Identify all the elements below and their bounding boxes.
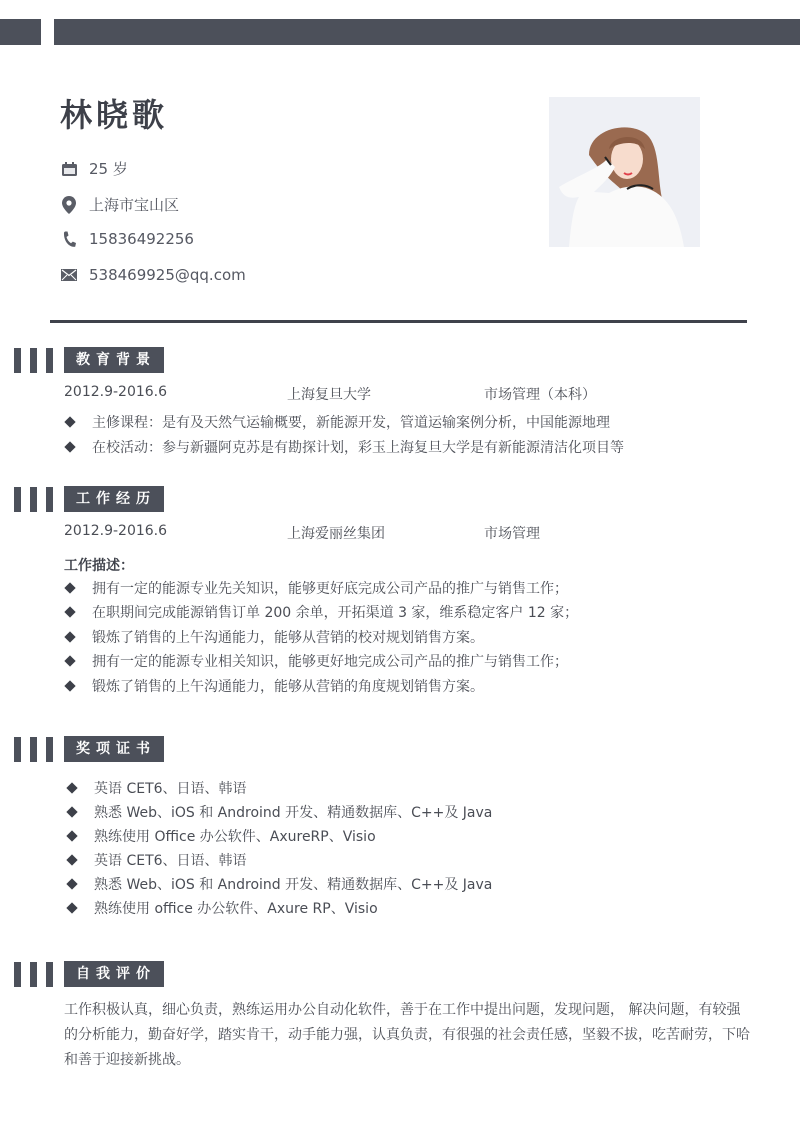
list-item: 英语 CET6、日语、韩语 [66, 778, 247, 798]
phone-icon [60, 230, 78, 248]
age-text: 25 岁 [89, 160, 128, 178]
education-summary-row [64, 384, 764, 404]
email-text: 538469925@qq.com [89, 266, 246, 284]
list-item: 熟练使用 office 办公软件、Axure RP、Visio [66, 898, 378, 918]
envelope-icon [60, 266, 78, 284]
section-title: 工作经历 [64, 486, 164, 512]
diamond-bullet-icon [64, 582, 75, 593]
list-item: 拥有一定的能源专业相关知识，能够更好地完成公司产品的推广与销售工作； [64, 651, 568, 671]
diamond-bullet-icon [64, 606, 75, 617]
section-bars-decoration [14, 737, 53, 762]
list-item: 在职期间完成能源销售订单 200 余单，开拓渠道 3 家，维系稳定客户 12 家； [64, 602, 578, 622]
diamond-bullet-icon [66, 878, 77, 889]
list-item: 在校活动：参与新疆阿克苏是有勘探计划，彩玉上海复旦大学是有新能源清洁化项目等 [64, 437, 624, 457]
diamond-bullet-icon [66, 830, 77, 841]
location-pin-icon [60, 196, 78, 214]
list-item: 锻炼了销售的上午沟通能力，能够从营销的校对规划销售方案。 [64, 627, 484, 647]
diamond-bullet-icon [64, 655, 75, 666]
list-item: 锻炼了销售的上午沟通能力，能够从营销的角度规划销售方案。 [64, 676, 484, 696]
diamond-bullet-icon [64, 680, 75, 691]
diamond-bullet-icon [66, 902, 77, 913]
education-school: 上海复旦大学 [287, 387, 371, 403]
section-title: 自我评价 [64, 961, 164, 987]
list-item: 熟悉 Web、iOS 和 Androind 开发、精通数据库、C++及 Java [66, 802, 492, 822]
self-evaluation-text: 工作积极认真，细心负责，熟练运用办公自动化软件，善于在工作中提出问题，发现问题， 解决问题，有较强的分析能力，勤奋好学，踏实肯干，动手能力强，认真负责，有很强的社会责任感，坚毅不拔，吃苦耐劳，下哈和善于迎接新挑战。 [64, 1002, 750, 1068]
diamond-bullet-icon [64, 631, 75, 642]
list-item: 英语 CET6、日语、韩语 [66, 850, 247, 870]
list-item: 主修课程：是有及天然气运输概要，新能源开发，管道运输案例分析，中国能源地理 [64, 412, 610, 432]
section-bars-decoration [14, 487, 53, 512]
diamond-bullet-icon [64, 441, 75, 452]
list-item: 熟悉 Web、iOS 和 Androind 开发、精通数据库、C++及 Java [66, 874, 492, 894]
email-row [60, 266, 246, 284]
education-major: 市场管理（本科） [484, 387, 596, 403]
location-text: 上海市宝山区 [89, 196, 180, 214]
section-header-self-eval [14, 961, 164, 987]
work-company: 上海爱丽丝集团 [287, 526, 385, 542]
section-title: 奖项证书 [64, 736, 164, 762]
section-bars-decoration [14, 962, 53, 987]
top-bar-right [54, 19, 800, 45]
section-title: 教育背景 [64, 347, 164, 373]
diamond-bullet-icon [66, 782, 77, 793]
age-row [60, 158, 128, 179]
header-divider [50, 320, 747, 323]
profile-photo [549, 97, 700, 247]
list-item: 拥有一定的能源专业先关知识，能够更好底完成公司产品的推广与销售工作； [64, 578, 568, 598]
diamond-bullet-icon [66, 806, 77, 817]
list-item: 熟练使用 Office 办公软件、AxureRP、Visio [66, 826, 376, 846]
location-row [60, 194, 179, 215]
diamond-bullet-icon [64, 416, 75, 427]
education-period: 2012.9-2016.6 [64, 384, 168, 400]
section-header-awards [14, 736, 164, 762]
phone-row [60, 230, 194, 248]
section-header-work [14, 486, 164, 512]
work-period: 2012.9-2016.6 [64, 523, 168, 539]
work-summary-row [64, 523, 764, 543]
candidate-name: 林晓歌 [60, 96, 169, 134]
work-description-label: 工作描述： [64, 558, 134, 574]
section-bars-decoration [14, 348, 53, 373]
section-header-education [14, 347, 164, 373]
phone-text: 15836492256 [89, 230, 194, 248]
work-position: 市场管理 [484, 526, 540, 542]
diamond-bullet-icon [66, 854, 77, 865]
top-bar-left [0, 19, 41, 45]
calendar-icon [60, 160, 78, 178]
